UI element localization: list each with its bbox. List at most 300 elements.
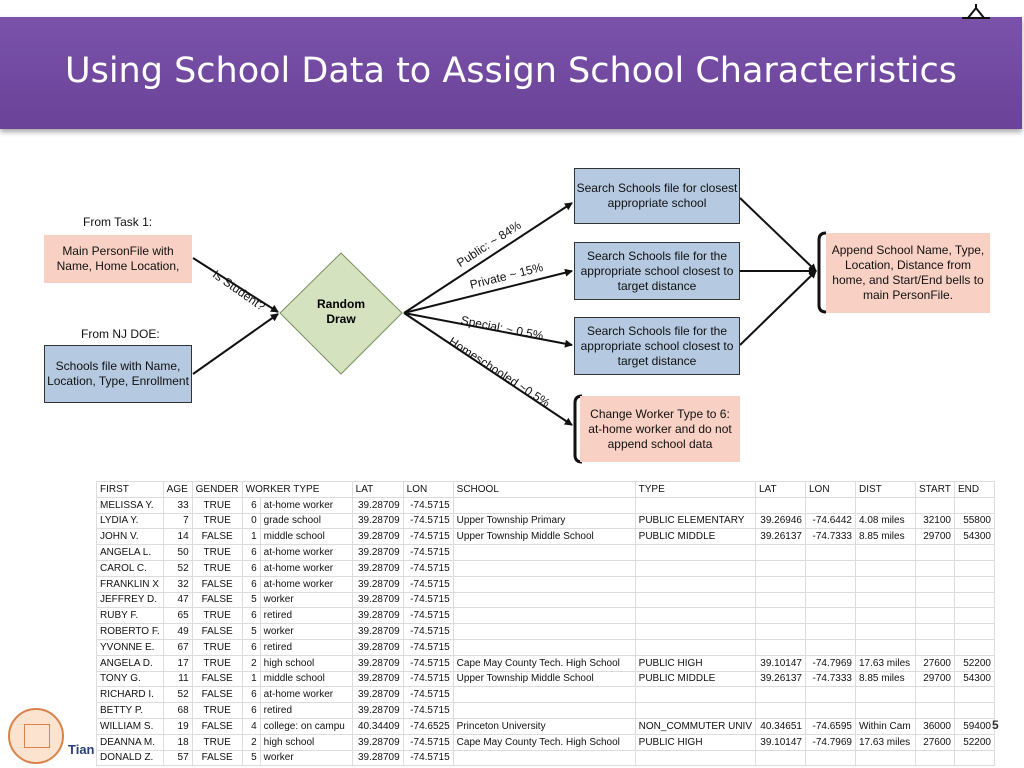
table-cell: Cape May County Tech. High School	[453, 734, 635, 750]
table-header-cell: LAT	[352, 482, 403, 498]
table-cell: -74.5715	[403, 639, 453, 655]
logo-text: Tian	[68, 742, 95, 757]
table-row	[97, 639, 995, 655]
table-cell	[635, 608, 755, 624]
table-cell: -74.6442	[806, 513, 856, 529]
table-cell: DEANNA M.	[97, 734, 164, 750]
search-private-box	[574, 242, 740, 300]
table-cell: -74.5715	[403, 576, 453, 592]
table-cell: -74.5715	[403, 497, 453, 513]
table-cell	[635, 497, 755, 513]
table-cell: worker	[260, 750, 352, 766]
from-doe-label: From NJ DOE:	[81, 327, 160, 341]
main-personfile-box	[44, 235, 192, 283]
table-cell	[856, 608, 916, 624]
table-row	[97, 513, 995, 529]
table-cell: grade school	[260, 513, 352, 529]
table-cell: 8.85 miles	[856, 529, 916, 545]
table-cell	[806, 592, 856, 608]
table-cell: 6	[242, 639, 260, 655]
table-cell	[453, 576, 635, 592]
table-cell: ANGELA L.	[97, 545, 164, 561]
table-cell: RUBY F.	[97, 608, 164, 624]
table-cell: 40.34651	[756, 718, 806, 734]
table-cell: 59400	[955, 718, 995, 734]
table-cell: 6	[242, 545, 260, 561]
table-header-cell: SCHOOL	[453, 482, 635, 498]
table-cell	[856, 592, 916, 608]
table-cell	[635, 560, 755, 576]
table-header-cell: GENDER	[192, 482, 242, 498]
table-cell	[856, 687, 916, 703]
table-cell: 0	[242, 513, 260, 529]
sample-persons-table	[96, 481, 995, 766]
table-cell: high school	[260, 655, 352, 671]
table-cell	[955, 497, 995, 513]
table-cell: middle school	[260, 671, 352, 687]
table-cell	[955, 624, 995, 640]
table-cell: ANGELA D.	[97, 655, 164, 671]
table-cell	[856, 703, 916, 719]
table-cell	[453, 750, 635, 766]
table-cell: 1	[242, 529, 260, 545]
append-box	[826, 233, 990, 313]
table-cell	[916, 545, 955, 561]
table-header-cell: START	[916, 482, 955, 498]
table-cell: 4	[242, 718, 260, 734]
table-cell: PUBLIC MIDDLE	[635, 529, 755, 545]
table-cell: 39.10147	[756, 734, 806, 750]
table-cell: MELISSA Y.	[97, 497, 164, 513]
table-cell: FALSE	[192, 750, 242, 766]
table-header-cell: WORKER TYPE	[242, 482, 352, 498]
table-cell: 39.28709	[352, 687, 403, 703]
table-cell: JEFFREY D.	[97, 592, 164, 608]
table-cell: 52200	[955, 655, 995, 671]
table-cell: 54300	[955, 671, 995, 687]
table-cell: FALSE	[192, 592, 242, 608]
table-cell	[955, 560, 995, 576]
search-special-text: Search Schools file for the appropriate school closest to target distance	[580, 323, 734, 368]
table-cell: Upper Township Middle School	[453, 529, 635, 545]
arrow-schools-to-draw	[193, 314, 278, 374]
table-cell: PUBLIC HIGH	[635, 655, 755, 671]
table-cell	[453, 560, 635, 576]
table-cell	[916, 624, 955, 640]
sample-table-wrapper	[96, 481, 995, 766]
table-cell: -74.5715	[403, 750, 453, 766]
table-cell: 5	[242, 750, 260, 766]
search-public-text: Search Schools file for closest appropriate school	[576, 181, 738, 210]
table-cell: at-home worker	[260, 497, 352, 513]
table-cell: FALSE	[192, 671, 242, 687]
table-cell: retired	[260, 703, 352, 719]
arrow-public	[404, 203, 572, 313]
is-student-label: Is Student?	[209, 267, 268, 314]
table-cell: ROBERTO F.	[97, 624, 164, 640]
table-cell	[916, 750, 955, 766]
table-cell	[916, 592, 955, 608]
table-cell: 39.28709	[352, 560, 403, 576]
table-cell	[955, 545, 995, 561]
table-cell: JOHN V.	[97, 529, 164, 545]
table-cell: 29700	[916, 529, 955, 545]
schools-file-text: Schools file with Name, Location, Type, Enrollment	[47, 359, 189, 388]
table-cell: 32100	[916, 513, 955, 529]
table-cell	[756, 608, 806, 624]
table-cell: 6	[242, 576, 260, 592]
table-cell	[916, 497, 955, 513]
table-cell: 39.28709	[352, 624, 403, 640]
table-cell	[806, 639, 856, 655]
table-cell: FALSE	[192, 529, 242, 545]
table-row	[97, 497, 995, 513]
table-cell: TRUE	[192, 513, 242, 529]
table-cell: 14	[163, 529, 192, 545]
table-cell	[856, 545, 916, 561]
from-task-label: From Task 1:	[83, 215, 153, 229]
table-cell: 29700	[916, 671, 955, 687]
table-cell	[955, 608, 995, 624]
table-cell: 6	[242, 687, 260, 703]
table-cell	[756, 545, 806, 561]
logo-building-icon	[24, 724, 50, 748]
table-cell: 39.26946	[756, 513, 806, 529]
table-cell	[955, 592, 995, 608]
table-cell: TRUE	[192, 497, 242, 513]
random-draw-label: Random Draw	[317, 297, 365, 326]
table-cell: 8.85 miles	[856, 671, 916, 687]
table-cell: -74.5715	[403, 545, 453, 561]
table-cell	[756, 687, 806, 703]
table-cell: 7	[163, 513, 192, 529]
table-cell: TRUE	[192, 703, 242, 719]
table-cell: -74.5715	[403, 529, 453, 545]
table-cell: 33	[163, 497, 192, 513]
table-cell: 55800	[955, 513, 995, 529]
table-cell: 52200	[955, 734, 995, 750]
table-cell: 2	[242, 655, 260, 671]
homeschooled-edge-label: Homeschooled ~0.5%	[446, 334, 553, 411]
table-header-cell: AGE	[163, 482, 192, 498]
table-cell: 6	[242, 703, 260, 719]
table-cell: at-home worker	[260, 687, 352, 703]
table-cell: Within Cam	[856, 718, 916, 734]
table-row	[97, 529, 995, 545]
table-cell	[635, 687, 755, 703]
search-public-box	[574, 168, 740, 224]
change-worker-box	[580, 396, 740, 462]
table-cell: at-home worker	[260, 545, 352, 561]
table-cell: 52	[163, 560, 192, 576]
table-row	[97, 560, 995, 576]
table-cell: 2	[242, 734, 260, 750]
table-row	[97, 576, 995, 592]
table-cell: FALSE	[192, 576, 242, 592]
table-cell: -74.6525	[403, 718, 453, 734]
table-cell: 5	[242, 592, 260, 608]
table-cell	[756, 560, 806, 576]
table-cell	[806, 560, 856, 576]
table-cell: BETTY P.	[97, 703, 164, 719]
table-cell: 67	[163, 639, 192, 655]
table-cell: 27600	[916, 655, 955, 671]
table-cell: -74.5715	[403, 703, 453, 719]
table-cell: DONALD Z.	[97, 750, 164, 766]
table-cell: 5	[242, 624, 260, 640]
table-cell: 39.28709	[352, 592, 403, 608]
table-header-cell: LON	[806, 482, 856, 498]
table-cell: high school	[260, 734, 352, 750]
table-cell: retired	[260, 639, 352, 655]
table-cell: -74.5715	[403, 671, 453, 687]
table-cell: 39.28709	[352, 513, 403, 529]
table-cell	[756, 703, 806, 719]
table-cell	[635, 592, 755, 608]
table-cell: RICHARD I.	[97, 687, 164, 703]
table-cell: 39.28709	[352, 529, 403, 545]
table-cell	[635, 576, 755, 592]
table-cell	[856, 639, 916, 655]
table-cell: PUBLIC MIDDLE	[635, 671, 755, 687]
table-cell	[806, 624, 856, 640]
table-cell: -74.7333	[806, 671, 856, 687]
special-edge-label: Special: ~ 0.5%	[459, 313, 545, 343]
table-cell: 39.26137	[756, 671, 806, 687]
table-cell: -74.7969	[806, 655, 856, 671]
table-row	[97, 703, 995, 719]
arrow-special-to-append	[740, 271, 816, 345]
bracket-append	[819, 233, 826, 312]
table-header-cell: FIRST	[97, 482, 164, 498]
table-cell: LYDIA Y.	[97, 513, 164, 529]
table-header-cell: END	[955, 482, 995, 498]
table-cell: FALSE	[192, 687, 242, 703]
table-row	[97, 655, 995, 671]
table-cell: TONY G.	[97, 671, 164, 687]
table-cell	[756, 639, 806, 655]
table-cell: FALSE	[192, 624, 242, 640]
arrow-public-to-append	[740, 198, 816, 271]
table-cell	[856, 750, 916, 766]
table-cell	[756, 497, 806, 513]
table-cell	[453, 687, 635, 703]
table-cell: 39.28709	[352, 750, 403, 766]
table-cell: 36000	[916, 718, 955, 734]
table-row	[97, 592, 995, 608]
table-cell: worker	[260, 592, 352, 608]
table-cell	[806, 545, 856, 561]
table-cell	[856, 624, 916, 640]
table-cell	[856, 497, 916, 513]
table-row	[97, 718, 995, 734]
table-cell: 39.28709	[352, 497, 403, 513]
table-cell	[453, 545, 635, 561]
table-cell	[635, 545, 755, 561]
table-cell	[806, 750, 856, 766]
table-row	[97, 545, 995, 561]
table-cell: 49	[163, 624, 192, 640]
table-cell: college: on campu	[260, 718, 352, 734]
table-cell	[806, 497, 856, 513]
table-cell: -74.5715	[403, 513, 453, 529]
table-cell: at-home worker	[260, 576, 352, 592]
table-cell	[635, 750, 755, 766]
table-cell: 17.63 miles	[856, 734, 916, 750]
table-cell	[916, 576, 955, 592]
table-cell: 52	[163, 687, 192, 703]
table-cell: CAROL C.	[97, 560, 164, 576]
table-cell: 17	[163, 655, 192, 671]
table-cell: -74.5715	[403, 655, 453, 671]
table-cell	[806, 608, 856, 624]
table-header-row	[97, 482, 995, 498]
table-cell: TRUE	[192, 734, 242, 750]
table-cell	[806, 703, 856, 719]
table-cell: -74.7969	[806, 734, 856, 750]
table-cell: 32	[163, 576, 192, 592]
table-cell	[916, 703, 955, 719]
table-header-cell: TYPE	[635, 482, 755, 498]
table-cell	[955, 703, 995, 719]
table-cell: 39.28709	[352, 655, 403, 671]
table-cell: 18	[163, 734, 192, 750]
table-cell: 4.08 miles	[856, 513, 916, 529]
table-cell: Upper Township Middle School	[453, 671, 635, 687]
table-row	[97, 750, 995, 766]
table-cell	[453, 624, 635, 640]
table-cell: at-home worker	[260, 560, 352, 576]
table-cell	[453, 608, 635, 624]
table-cell: -74.5715	[403, 687, 453, 703]
table-cell	[756, 592, 806, 608]
table-cell: 39.28709	[352, 576, 403, 592]
table-cell: 39.28709	[352, 734, 403, 750]
table-cell: 39.28709	[352, 545, 403, 561]
table-cell	[856, 576, 916, 592]
table-cell: TRUE	[192, 608, 242, 624]
table-cell	[453, 703, 635, 719]
table-cell: retired	[260, 608, 352, 624]
table-cell: FRANKLIN X	[97, 576, 164, 592]
table-cell: 1	[242, 671, 260, 687]
table-cell: 65	[163, 608, 192, 624]
table-cell: 39.28709	[352, 639, 403, 655]
table-cell	[806, 576, 856, 592]
table-cell	[955, 576, 995, 592]
table-cell: 39.28709	[352, 608, 403, 624]
table-cell: Upper Township Primary	[453, 513, 635, 529]
table-cell	[453, 592, 635, 608]
table-cell: -74.5715	[403, 734, 453, 750]
university-logo	[8, 708, 64, 764]
table-cell: 68	[163, 703, 192, 719]
append-text: Append School Name, Type, Location, Distance from home, and Start/End bells to main PersonFile.	[831, 243, 985, 302]
table-header-cell: DIST	[856, 482, 916, 498]
table-cell	[916, 639, 955, 655]
table-cell	[635, 703, 755, 719]
table-cell: -74.5715	[403, 624, 453, 640]
table-body	[97, 497, 995, 766]
table-cell: worker	[260, 624, 352, 640]
table-row	[97, 734, 995, 750]
table-cell	[955, 639, 995, 655]
table-cell: TRUE	[192, 655, 242, 671]
table-cell: FALSE	[192, 718, 242, 734]
table-cell: 47	[163, 592, 192, 608]
table-row	[97, 687, 995, 703]
table-cell	[806, 687, 856, 703]
search-special-box	[574, 317, 740, 375]
table-cell: 39.28709	[352, 703, 403, 719]
table-cell: Cape May County Tech. High School	[453, 655, 635, 671]
table-cell	[756, 750, 806, 766]
table-cell: 50	[163, 545, 192, 561]
private-edge-label: Private ~ 15%	[468, 260, 545, 292]
schools-file-box	[44, 345, 192, 403]
table-cell: -74.6595	[806, 718, 856, 734]
table-cell: PUBLIC ELEMENTARY	[635, 513, 755, 529]
table-cell: 39.26137	[756, 529, 806, 545]
table-cell: -74.5715	[403, 592, 453, 608]
table-row	[97, 608, 995, 624]
table-cell	[955, 750, 995, 766]
table-cell: TRUE	[192, 560, 242, 576]
table-cell: -74.5715	[403, 608, 453, 624]
table-cell: 19	[163, 718, 192, 734]
table-cell	[453, 639, 635, 655]
table-header-cell: LAT	[756, 482, 806, 498]
table-cell: WILLIAM S.	[97, 718, 164, 734]
table-cell: 54300	[955, 529, 995, 545]
table-row	[97, 624, 995, 640]
table-cell	[916, 560, 955, 576]
table-cell: 6	[242, 608, 260, 624]
table-cell: 40.34409	[352, 718, 403, 734]
page-number: 5	[992, 718, 999, 732]
table-cell: 17.63 miles	[856, 655, 916, 671]
table-cell	[955, 687, 995, 703]
table-cell: 27600	[916, 734, 955, 750]
table-cell: 6	[242, 560, 260, 576]
table-cell	[856, 560, 916, 576]
search-private-text: Search Schools file for the appropriate school closest to target distance	[580, 248, 734, 293]
table-row	[97, 671, 995, 687]
main-personfile-text: Main PersonFile with Name, Home Location,	[56, 244, 180, 273]
table-cell	[916, 687, 955, 703]
table-cell	[635, 624, 755, 640]
table-cell: NON_COMMUTER UNIV	[635, 718, 755, 734]
table-cell: 6	[242, 497, 260, 513]
table-cell: middle school	[260, 529, 352, 545]
table-cell	[635, 639, 755, 655]
change-worker-text: Change Worker Type to 6: at-home worker and do not append school data	[588, 406, 732, 451]
table-cell	[756, 624, 806, 640]
table-cell: 39.10147	[756, 655, 806, 671]
table-cell: PUBLIC HIGH	[635, 734, 755, 750]
table-cell: Princeton University	[453, 718, 635, 734]
table-cell	[756, 576, 806, 592]
table-cell: TRUE	[192, 639, 242, 655]
table-header-cell: LON	[403, 482, 453, 498]
slide-title: Using School Data to Assign School Characteristics	[64, 51, 958, 91]
public-edge-label: Public: ~ 84%	[454, 217, 524, 270]
table-cell	[916, 608, 955, 624]
table-cell: TRUE	[192, 545, 242, 561]
table-cell: 11	[163, 671, 192, 687]
table-cell: 57	[163, 750, 192, 766]
table-cell: 39.28709	[352, 671, 403, 687]
